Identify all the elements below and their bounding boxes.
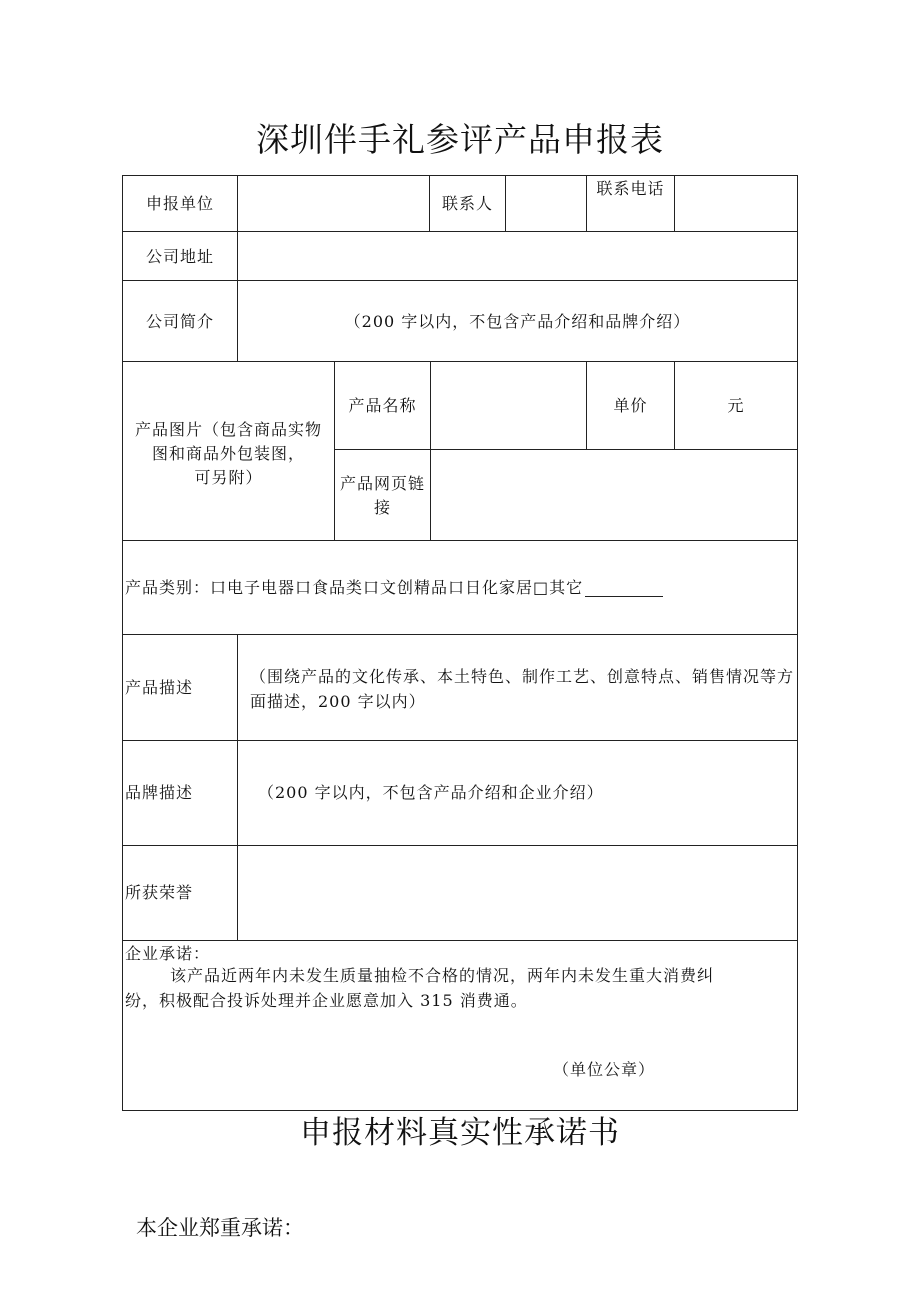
product-name-label: 产品名称	[348, 396, 417, 415]
product-image-label-line2: 图和商品外包装图，	[151, 444, 305, 463]
brand-description-hint[interactable]: （200 字以内，不包含产品介绍和企业介绍）	[258, 783, 604, 802]
commitment-line-1: 该产品近两年内未发生质量抽检不合格的情况，两年内未发生重大消费纠	[170, 966, 715, 985]
product-name-input[interactable]	[431, 362, 586, 449]
commitment-opening: 本企业郑重承诺：	[136, 1216, 304, 1240]
product-image-label-line1: 产品图片（包含商品实物	[134, 420, 322, 439]
contact-label: 联系人	[441, 194, 493, 213]
phone-input[interactable]	[675, 176, 797, 231]
seal-text: （单位公章）	[553, 1060, 656, 1079]
table-line	[122, 280, 798, 281]
applicant-label: 申报单位	[145, 194, 214, 213]
product-link-label-line2: 接	[373, 498, 391, 517]
product-link-input[interactable]	[431, 450, 797, 540]
intro-label: 公司简介	[145, 312, 214, 331]
table-line	[122, 540, 798, 541]
address-input[interactable]	[238, 232, 797, 280]
table-line	[122, 940, 798, 941]
contact-input[interactable]	[506, 176, 586, 231]
product-description-label: 产品描述	[125, 678, 194, 697]
table-line	[122, 740, 798, 741]
other-category-blank[interactable]	[585, 596, 663, 597]
commitment-line-2: 纷，积极配合投诉处理并企业愿意加入 315 消费通。	[125, 991, 528, 1010]
unit-price-label: 单价	[613, 396, 648, 415]
phone-label: 联系电话	[596, 179, 665, 198]
product-description-hint[interactable]: （围绕产品的文化传承、本土特色、制作工艺、创意特点、销售情况等方面描述，200 字以内）	[250, 667, 795, 711]
product-category-options[interactable]	[125, 575, 663, 600]
intro-hint[interactable]: （200 字以内，不包含产品介绍和品牌介绍）	[344, 312, 691, 331]
commitment-title: 申报材料真实性承诺书	[300, 1115, 620, 1151]
page-title: 深圳伴手礼参评产品申报表	[256, 120, 664, 159]
address-label: 公司地址	[145, 247, 214, 266]
table-line	[122, 634, 798, 635]
product-image-label-line3: 可另附）	[194, 468, 263, 487]
commitment-label: 企业承诺：	[125, 944, 211, 963]
brand-description-label: 品牌描述	[125, 783, 194, 802]
honors-label: 所获荣誉	[125, 883, 194, 902]
product-link-label-line1: 产品网页链	[339, 474, 425, 493]
honors-input[interactable]	[238, 846, 797, 940]
unit-price-value[interactable]: 元	[727, 396, 745, 415]
product-category-text[interactable]: 产品类别：口电子电器口食品类口文创精品口日化家居□其它	[125, 578, 584, 597]
applicant-input[interactable]	[238, 176, 429, 231]
table-border-right	[797, 175, 798, 1111]
